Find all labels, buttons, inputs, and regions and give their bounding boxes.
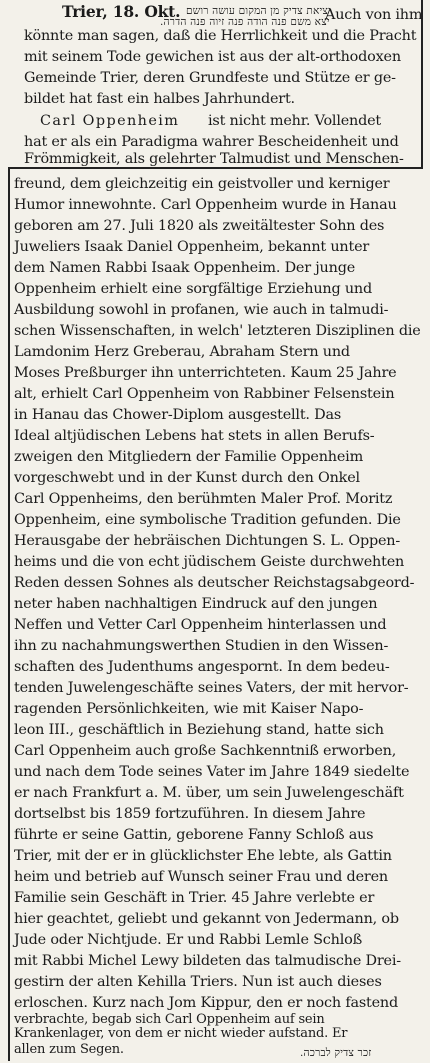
article-line: freund, dem gleichzeitig ein geistvoller und kerniger bbox=[14, 176, 390, 192]
article-line: Gemeinde Trier, deren Grundfeste und Stütze er ge- bbox=[24, 70, 396, 86]
article-line: mit seinem Tode gewichen ist aus der alt-orthodoxen bbox=[24, 49, 401, 65]
article-line: hat er als ein Paradigma wahrer Bescheidenheit und bbox=[24, 134, 399, 150]
article-line: alt, erhielt Carl Oppenheim von Rabbiner Felsenstein bbox=[14, 386, 395, 402]
article-line: Neffen und Vetter Carl Oppenheim hinterlassen und bbox=[14, 617, 387, 633]
deceased-name: Carl Oppenheim bbox=[40, 113, 180, 129]
article-line-1-tail: Auch von ihm bbox=[325, 7, 423, 23]
article-line: Moses Preßburger ihn unterrichteten. Kaum 25 Jahre bbox=[14, 365, 397, 381]
article-line: er nach Frankfurt a. M. über, um sein Juwelengeschäft bbox=[14, 785, 404, 801]
dateline-place: Trier, 18. Okt. bbox=[62, 2, 181, 21]
article-line: Carl Oppenheims, den berühmten Maler Prof. Moritz bbox=[14, 491, 393, 507]
article-line: gestirn der alten Kehilla Triers. Nun ist auch dieses bbox=[14, 974, 382, 990]
article-line: Herausgabe der hebräischen Dichtungen S. L. Oppen- bbox=[14, 533, 401, 549]
column-rule-right-top bbox=[421, 0, 423, 168]
article-line: Humor innewohnte. Carl Oppenheim wurde in Hanau bbox=[14, 197, 397, 213]
article-line: könnte man sagen, daß die Herrlichkeit und die Pracht bbox=[24, 28, 417, 44]
column-rule-left bbox=[8, 167, 10, 1061]
article-line: ragenden Persönlichkeiten, wie mit Kaiser Napo- bbox=[14, 701, 364, 717]
article-line: zweigen den Mitgliedern der Familie Oppenheim bbox=[14, 449, 364, 465]
article-line: Jude oder Nichtjude. Er und Rabbi Lemle Schloß bbox=[14, 932, 363, 948]
article-line: dortselbst bis 1859 fortzuführen. In diesem Jahre bbox=[14, 806, 366, 822]
article-line: dem Namen Rabbi Isaak Oppenheim. Der junge bbox=[14, 260, 356, 276]
hebrew-closing: זכר צדיק לברכה. bbox=[300, 1047, 372, 1059]
article-line: hier geachtet, geliebt und gekannt von Jedermann, ob bbox=[14, 911, 399, 927]
article-line: heim und betrieb auf Wunsch seiner Frau und deren bbox=[14, 869, 388, 885]
article-line: Lamdonim Herz Greberau, Abraham Stern und bbox=[14, 344, 350, 360]
article-line: Oppenheim erhielt eine sorgfältige Erziehung und bbox=[14, 281, 372, 297]
hebrew-quote-line-1: יציאת צדיק מן המקום עושה רושם bbox=[186, 5, 332, 17]
article-line: vorgeschwebt und in der Kunst durch den Onkel bbox=[14, 470, 360, 486]
article-line: ihn zu nachahmungswerthen Studien in den Wissen- bbox=[14, 638, 389, 654]
article-line: in Hanau das Chower-Diplom ausgestellt. Das bbox=[14, 407, 342, 423]
article-line: schaften des Judenthums angespornt. In dem bedeu- bbox=[14, 659, 390, 675]
hebrew-quote-line-2: יצא משם פנה הודה פנה זיוה פנה הדרה. bbox=[160, 16, 330, 28]
article-line: Familie sein Geschäft in Trier. 45 Jahre verlebte er bbox=[14, 890, 375, 906]
article-line: Carl Oppenheim auch große Sachkenntniß erworben, bbox=[14, 743, 397, 759]
article-line-6-tail: ist nicht mehr. Vollendet bbox=[208, 113, 382, 129]
article-line: heims und die von echt jüdischem Geiste durchwehten bbox=[14, 554, 405, 570]
article-line: erloschen. Kurz nach Jom Kippur, den er noch fastend bbox=[14, 995, 398, 1011]
article-line: leon III., geschäftlich in Beziehung stand, hatte sich bbox=[14, 722, 384, 738]
article-line: führte er seine Gattin, geborene Fanny Schloß aus bbox=[14, 827, 374, 843]
article-line: Frömmigkeit, als gelehrter Talmudist und Menschen- bbox=[24, 151, 404, 167]
article-line: bildet hat fast ein halbes Jahrhundert. bbox=[24, 91, 295, 107]
article-line: mit Rabbi Michel Lewy bildeten das talmudische Drei- bbox=[14, 953, 401, 969]
article-line: neter haben nachhaltigen Eindruck auf den jungen bbox=[14, 596, 378, 612]
article-line: und nach dem Tode seines Vater im Jahre 1849 siedelte bbox=[14, 764, 410, 780]
article-line: Reden dessen Sohnes als deutscher Reichstagsabgeord- bbox=[14, 575, 415, 591]
article-line: verbrachte, begab sich Carl Oppenheim auf sein bbox=[14, 1012, 325, 1027]
article-line: Oppenheim, eine symbolische Tradition gefunden. Die bbox=[14, 512, 401, 528]
article-line: Ausbildung sowohl in profanen, wie auch in talmudi- bbox=[14, 302, 389, 318]
article-line: tenden Juwelengeschäfte seines Vaters, der mit hervor- bbox=[14, 680, 409, 696]
article-line: Krankenlager, von dem er nicht wieder aufstand. Er bbox=[14, 1026, 348, 1041]
article-line-closing: allen zum Segen. bbox=[14, 1042, 124, 1057]
article-line: Juweliers Isaak Daniel Oppenheim, bekannt unter bbox=[14, 239, 370, 255]
article-line: geboren am 27. Juli 1820 als zweitältester Sohn des bbox=[14, 218, 385, 234]
article-line: schen Wissenschaften, in welch' letzteren Disziplinen die bbox=[14, 323, 421, 339]
article-line: Ideal altjüdischen Lebens hat stets in allen Berufs- bbox=[14, 428, 375, 444]
article-line: Trier, mit der er in glücklichster Ehe lebte, als Gattin bbox=[14, 848, 392, 864]
